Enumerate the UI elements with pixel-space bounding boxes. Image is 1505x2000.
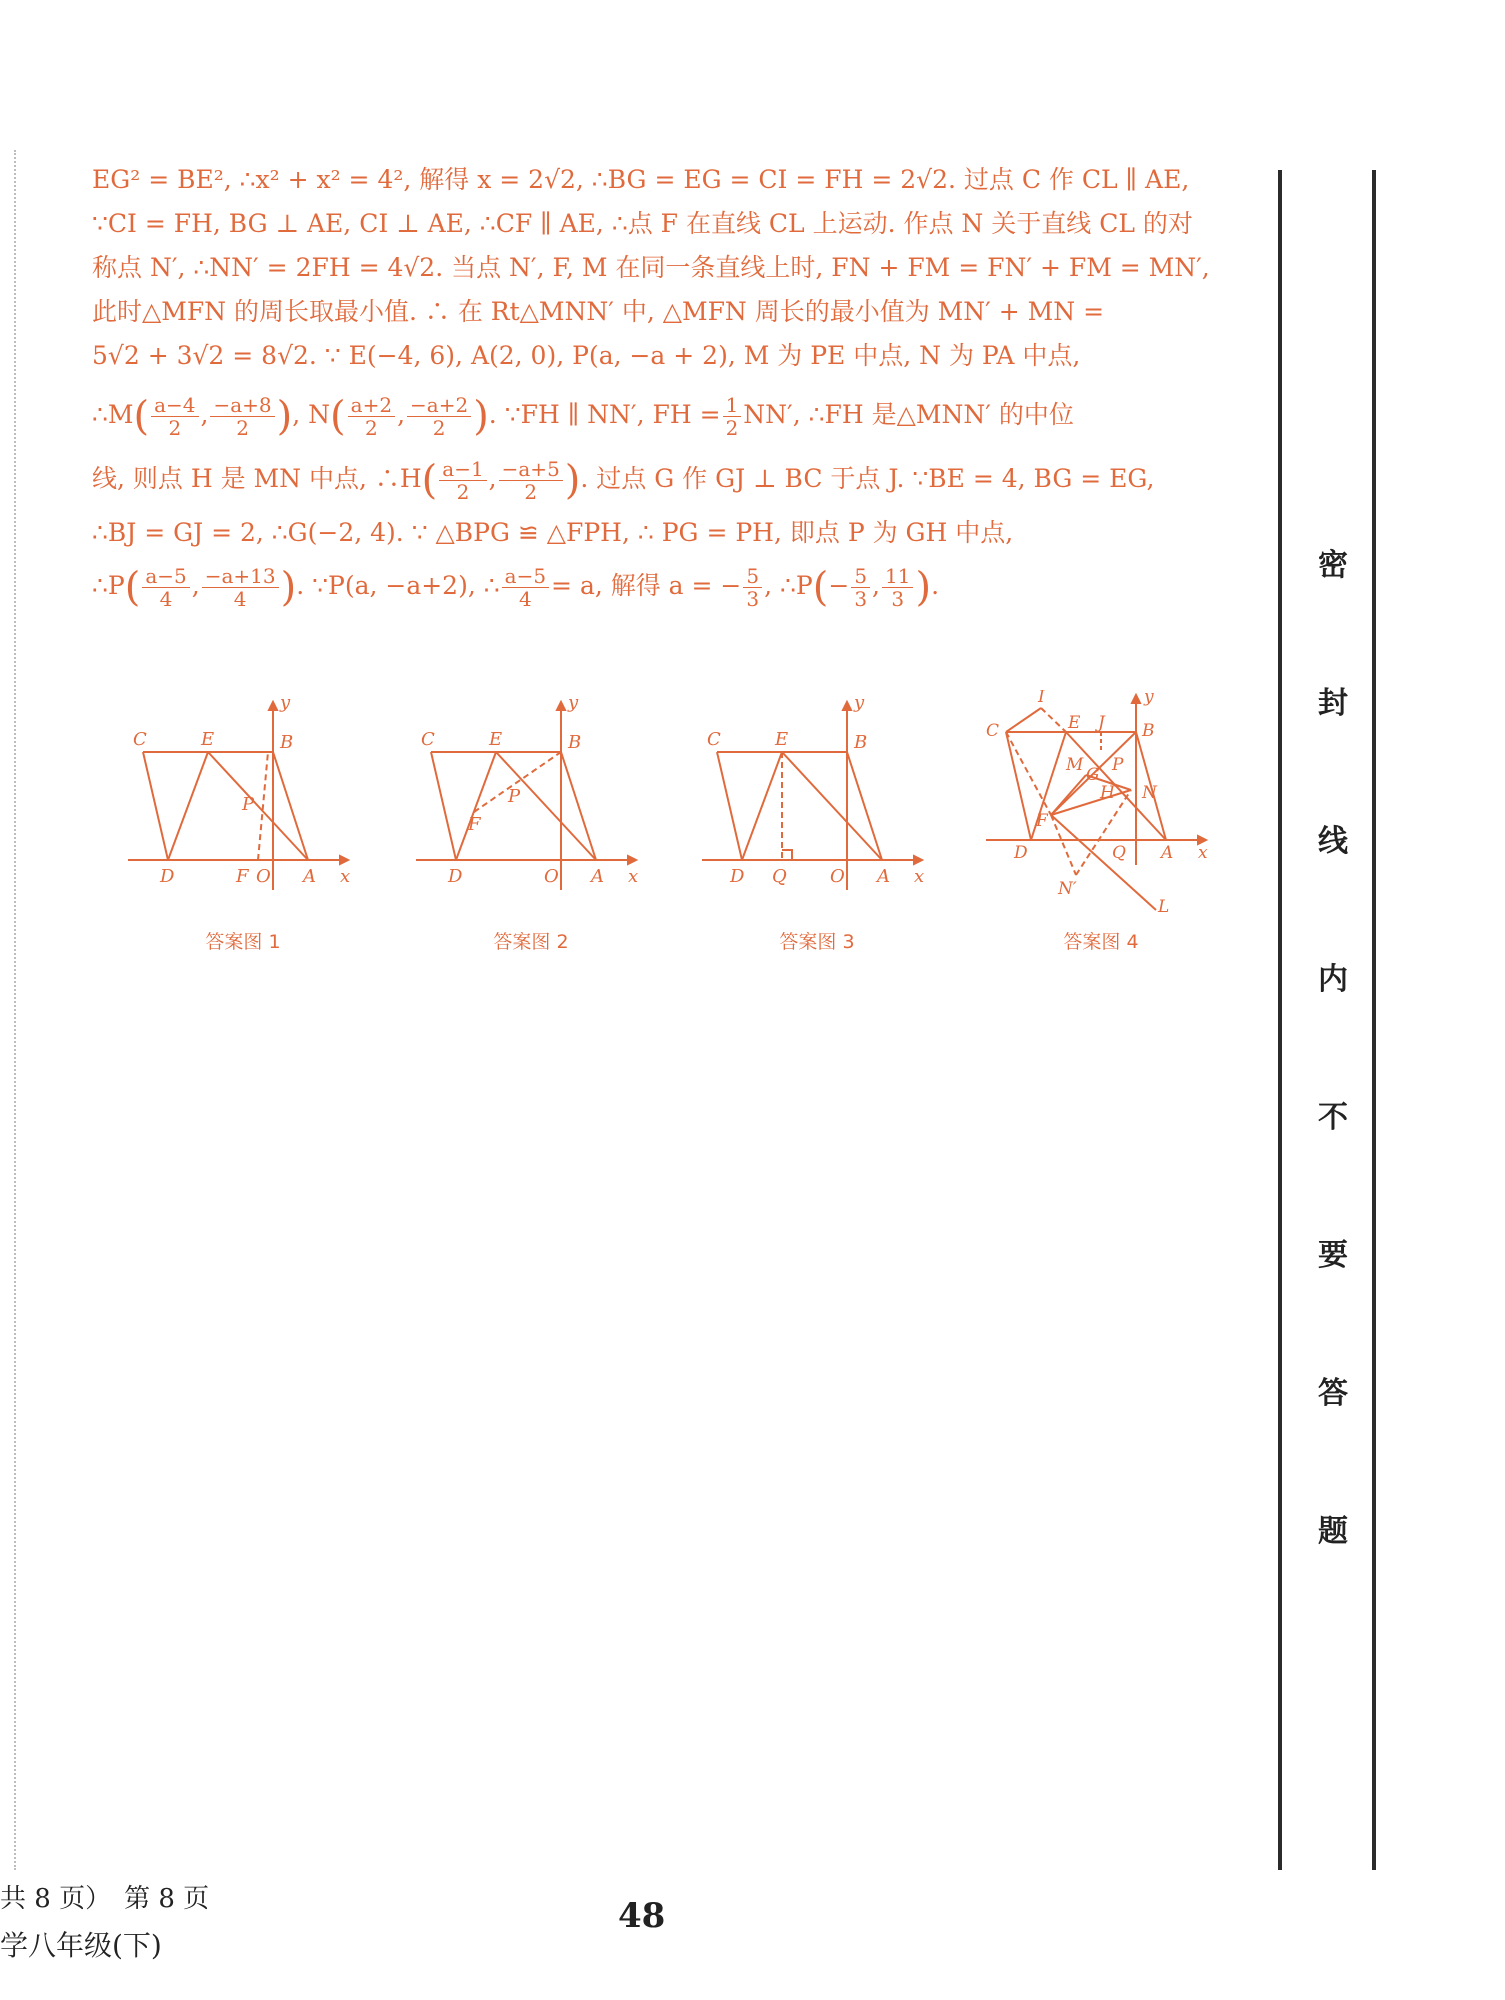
solution-text bbox=[92, 158, 1272, 619]
fraction: $\frac{a-1}{2}$ bbox=[439, 458, 486, 503]
fig1-label-x: x bbox=[340, 866, 351, 887]
fig4-label-H: H bbox=[1100, 783, 1115, 803]
fig4-label-E: E bbox=[1068, 713, 1081, 733]
fig2-label-y: y bbox=[568, 692, 579, 713]
fraction: $\frac{-a+2}{2}$ bbox=[407, 394, 471, 439]
fraction: $\frac{-a+13}{4}$ bbox=[202, 565, 279, 610]
fig4-label-x: x bbox=[1198, 843, 1208, 863]
fig1-label-P: P bbox=[242, 794, 255, 815]
fig3-label-B: B bbox=[854, 732, 868, 753]
fig2-label-A: A bbox=[591, 866, 604, 887]
solution-line-5: 5√2 + 3√2 = 8√2. ∵ E(−4, 6), A(2, 0), P(a, −a + 2), M 为 PE 中点, N 为 PA 中点, bbox=[92, 341, 1081, 370]
fig2-label-O: O bbox=[544, 866, 559, 887]
fig4-label-J: J bbox=[1098, 713, 1105, 733]
fig4-label-F: F bbox=[1036, 811, 1048, 831]
seal-char: 不 bbox=[1318, 1100, 1348, 1135]
seal-char: 密 bbox=[1318, 548, 1348, 583]
fig1-caption: 答案图 1 bbox=[205, 931, 281, 953]
fig2-label-x: x bbox=[628, 866, 639, 887]
solution-line-4: 此时△MFN 的周长取最小值. ∴ 在 Rt△MNN′ 中, △MFN 周长的最小值为 MN′ + MN = bbox=[92, 297, 1105, 326]
fig2-label-D: D bbox=[448, 866, 463, 887]
fig3-label-x: x bbox=[914, 866, 925, 887]
fraction: $\frac{a-4}{2}$ bbox=[151, 394, 198, 439]
fig1-label-y: y bbox=[280, 692, 291, 713]
footer-grade: 学八年级(下) bbox=[0, 1929, 162, 1962]
fraction: $\frac{5}{3}$ bbox=[743, 565, 762, 610]
footer-page-info: 共 8 页） 第 8 页 bbox=[0, 1884, 210, 1914]
fraction: $\frac{5}{3}$ bbox=[851, 565, 870, 610]
fig4-label-L: L bbox=[1158, 897, 1170, 917]
fig3-label-A: A bbox=[877, 866, 890, 887]
seal-char: 要 bbox=[1318, 1238, 1348, 1273]
solution-line-8: ∴BJ = GJ = 2, ∴G(−2, 4). ∵ △BPG ≌ △FPH, ∴ PG = PH, 即点 P 为 GH 中点, bbox=[92, 518, 1014, 547]
fig4-label-I: I bbox=[1038, 690, 1045, 707]
answer-figure-1 bbox=[118, 690, 368, 960]
fig4-label-y: y bbox=[1144, 690, 1154, 707]
fig1-label-E: E bbox=[201, 729, 215, 750]
fig4-label-N: N bbox=[1142, 783, 1157, 803]
answer-figures bbox=[118, 690, 1238, 970]
solution-line-7: 线, 则点 H 是 MN 中点, ∴H( $\frac{a-1}{2}$ , $\frac{-a+5}{2}$ ). 过点 G 作 GJ ⊥ BC 于点 J. ∵BE = 4, BG = EG, bbox=[92, 456, 1155, 504]
answer-figure-3 bbox=[692, 690, 942, 960]
fig4-label-M: M bbox=[1066, 755, 1084, 775]
seal-char: 内 bbox=[1318, 962, 1348, 997]
solution-line-3: 称点 N′, ∴NN′ = 2FH = 4√2. 当点 N′, F, M 在同一条直线上时, FN + FM = FN′ + FM = MN′, bbox=[92, 253, 1210, 282]
binding-dotted-line bbox=[14, 150, 16, 1870]
fig1-label-O: O bbox=[256, 866, 271, 887]
fig4-label-G: G bbox=[1086, 765, 1100, 785]
fig1-label-C: C bbox=[133, 729, 147, 750]
fig3-label-Q: Q bbox=[772, 866, 787, 887]
fig2-label-E: E bbox=[489, 729, 503, 750]
fig4-label-C: C bbox=[986, 721, 1000, 741]
fig3-label-D: D bbox=[730, 866, 745, 887]
fig2-caption: 答案图 2 bbox=[493, 931, 569, 953]
fig1-label-A: A bbox=[303, 866, 316, 887]
fig4-label-Q: Q bbox=[1112, 843, 1126, 863]
fig1-label-B: B bbox=[280, 732, 294, 753]
seal-line-left bbox=[1278, 170, 1282, 1870]
fig4-label-B: B bbox=[1142, 721, 1155, 741]
solution-line-2: ∵CI = FH, BG ⊥ AE, CI ⊥ AE, ∴CF ∥ AE, ∴点 F 在直线 CL 上运动. 作点 N 关于直线 CL 的对 bbox=[92, 209, 1193, 238]
fig4-label-P: P bbox=[1112, 755, 1124, 775]
fig3-caption: 答案图 3 bbox=[779, 931, 855, 953]
seal-char: 题 bbox=[1318, 1514, 1348, 1549]
seal-line-right bbox=[1372, 170, 1376, 1870]
fig4-label-N-prime: N′ bbox=[1058, 879, 1077, 899]
seal-char: 线 bbox=[1318, 824, 1348, 859]
fraction: $\frac{a-5}{4}$ bbox=[142, 565, 189, 610]
fraction: $\frac{a+2}{2}$ bbox=[348, 394, 395, 439]
page-number: 48 bbox=[618, 1896, 666, 1936]
fig2-label-P: P bbox=[508, 786, 521, 807]
answer-figure-2 bbox=[406, 690, 656, 960]
fraction: $\frac{-a+8}{2}$ bbox=[210, 394, 274, 439]
fraction: $\frac{a-5}{4}$ bbox=[502, 565, 549, 610]
fig3-label-C: C bbox=[707, 729, 721, 750]
fig2-label-C: C bbox=[421, 729, 435, 750]
fig3-label-O: O bbox=[830, 866, 845, 887]
answer-figure-4 bbox=[976, 690, 1226, 960]
fig1-label-F: F bbox=[236, 866, 249, 887]
solution-line-1: EG² = BE², ∴x² + x² = 4², 解得 x = 2√2, ∴BG = EG = CI = FH = 2√2. 过点 C 作 CL ∥ AE, bbox=[92, 165, 1190, 194]
solution-line-9: ∴P( $\frac{a-5}{4}$ , $\frac{-a+13}{4}$ ). ∵P(a, −a+2), ∴ $\frac{a-5}{4}$ = a, 解得 a = − $\frac{5}{3}$ , ∴P(− $\frac{5}{3}$ , $\frac{11}{3}$ ). bbox=[92, 564, 940, 611]
fig4-caption: 答案图 4 bbox=[1063, 931, 1139, 953]
fig1-label-D: D bbox=[160, 866, 175, 887]
fraction: $\frac{-a+5}{2}$ bbox=[499, 458, 563, 503]
solution-line-6: ∴M( $\frac{a-4}{2}$ , $\frac{-a+8}{2}$ ), N( $\frac{a+2}{2}$ , $\frac{-a+2}{2}$ ). ∵FH ∥ NN′, FH = $\frac{1}{2}$ NN′, ∴FH 是△MNN′ 的中位 bbox=[92, 393, 1074, 440]
fig2-label-B: B bbox=[568, 732, 582, 753]
seal-notice bbox=[1308, 540, 1358, 1550]
fraction: $\frac{11}{3}$ bbox=[882, 565, 913, 610]
fig2-label-F: F bbox=[468, 814, 481, 835]
seal-char: 封 bbox=[1318, 686, 1348, 721]
fraction: $\frac{1}{2}$ bbox=[723, 394, 742, 439]
seal-char: 答 bbox=[1318, 1376, 1348, 1411]
fig4-label-A: A bbox=[1161, 843, 1174, 863]
fig3-label-y: y bbox=[854, 692, 865, 713]
fig4-label-D: D bbox=[1014, 843, 1028, 863]
fig3-label-E: E bbox=[775, 729, 789, 750]
